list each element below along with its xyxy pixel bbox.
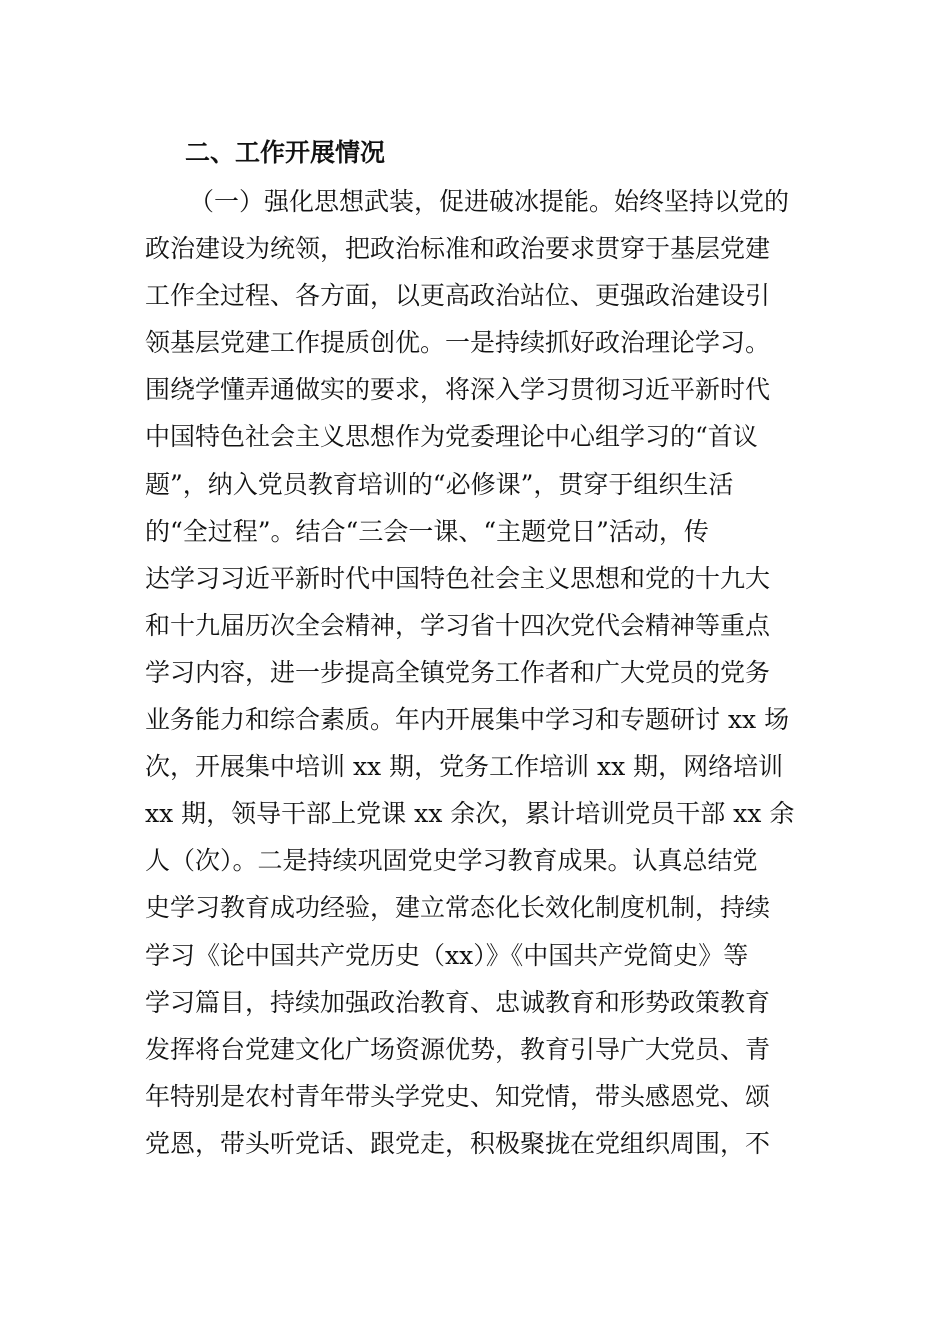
text-line: 学习《论中国共产党历史（xx）》《中国共产党简史》等 bbox=[145, 940, 749, 970]
text-line: 围绕学懂弄通做实的要求，将深入学习贯彻习近平新时代 bbox=[145, 375, 771, 405]
body-paragraph bbox=[145, 178, 815, 1167]
text-line: 人（次）。二是持续巩固党史学习教育成果。认真总结党 bbox=[145, 846, 758, 876]
text-line: 学习内容，进一步提高全镇党务工作者和广大党员的党务 bbox=[145, 657, 771, 687]
text-line: 达学习习近平新时代中国特色社会主义思想和党的十九大 bbox=[145, 563, 771, 593]
text-line: 史学习教育成功经验，建立常态化长效化制度机制，持续 bbox=[145, 893, 771, 923]
text-line: 的“全过程”。结合“三会一课、“主题党日”活动，传 bbox=[145, 516, 709, 546]
text-line: 和十九届历次全会精神，学习省十四次党代会精神等重点 bbox=[145, 610, 771, 640]
text-line: xx 期，领导干部上党课 xx 余次，累计培训党员干部 xx 余 bbox=[145, 799, 795, 829]
text-line: 工作全过程、各方面，以更高政治站位、更强政治建设引 bbox=[145, 281, 771, 311]
text-line: 中国特色社会主义思想作为党委理论中心组学习的“首议 bbox=[145, 422, 758, 452]
text-line: 政治建设为统领，把政治标准和政治要求贯穿于基层党建 bbox=[145, 234, 771, 264]
text-line: 发挥将台党建文化广场资源优势，教育引导广大党员、青 bbox=[145, 1034, 771, 1064]
section-heading: 二、工作开展情况 bbox=[185, 138, 386, 167]
text-line: 业务能力和综合素质。年内开展集中学习和专题研讨 xx 场 bbox=[145, 705, 790, 735]
text-line: 题”，纳入党员教育培训的“必修课”，贯穿于组织生活 bbox=[145, 469, 734, 499]
text-line: 党恩，带头听党话、跟党走，积极聚拢在党组织周围，不 bbox=[145, 1128, 771, 1158]
text-line: 年特别是农村青年带头学党史、知党情，带头感恩党、颂 bbox=[145, 1081, 771, 1111]
text-line: 次，开展集中培训 xx 期，党务工作培训 xx 期，网络培训 bbox=[145, 752, 784, 782]
text-line: 学习篇目，持续加强政治教育、忠诚教育和形势政策教育 bbox=[145, 987, 771, 1017]
text-line: （一）强化思想武装，促进破冰提能。始终坚持以党的 bbox=[189, 187, 790, 216]
text-line: 领基层党建工作提质创优。一是持续抓好政治理论学习。 bbox=[145, 328, 771, 358]
